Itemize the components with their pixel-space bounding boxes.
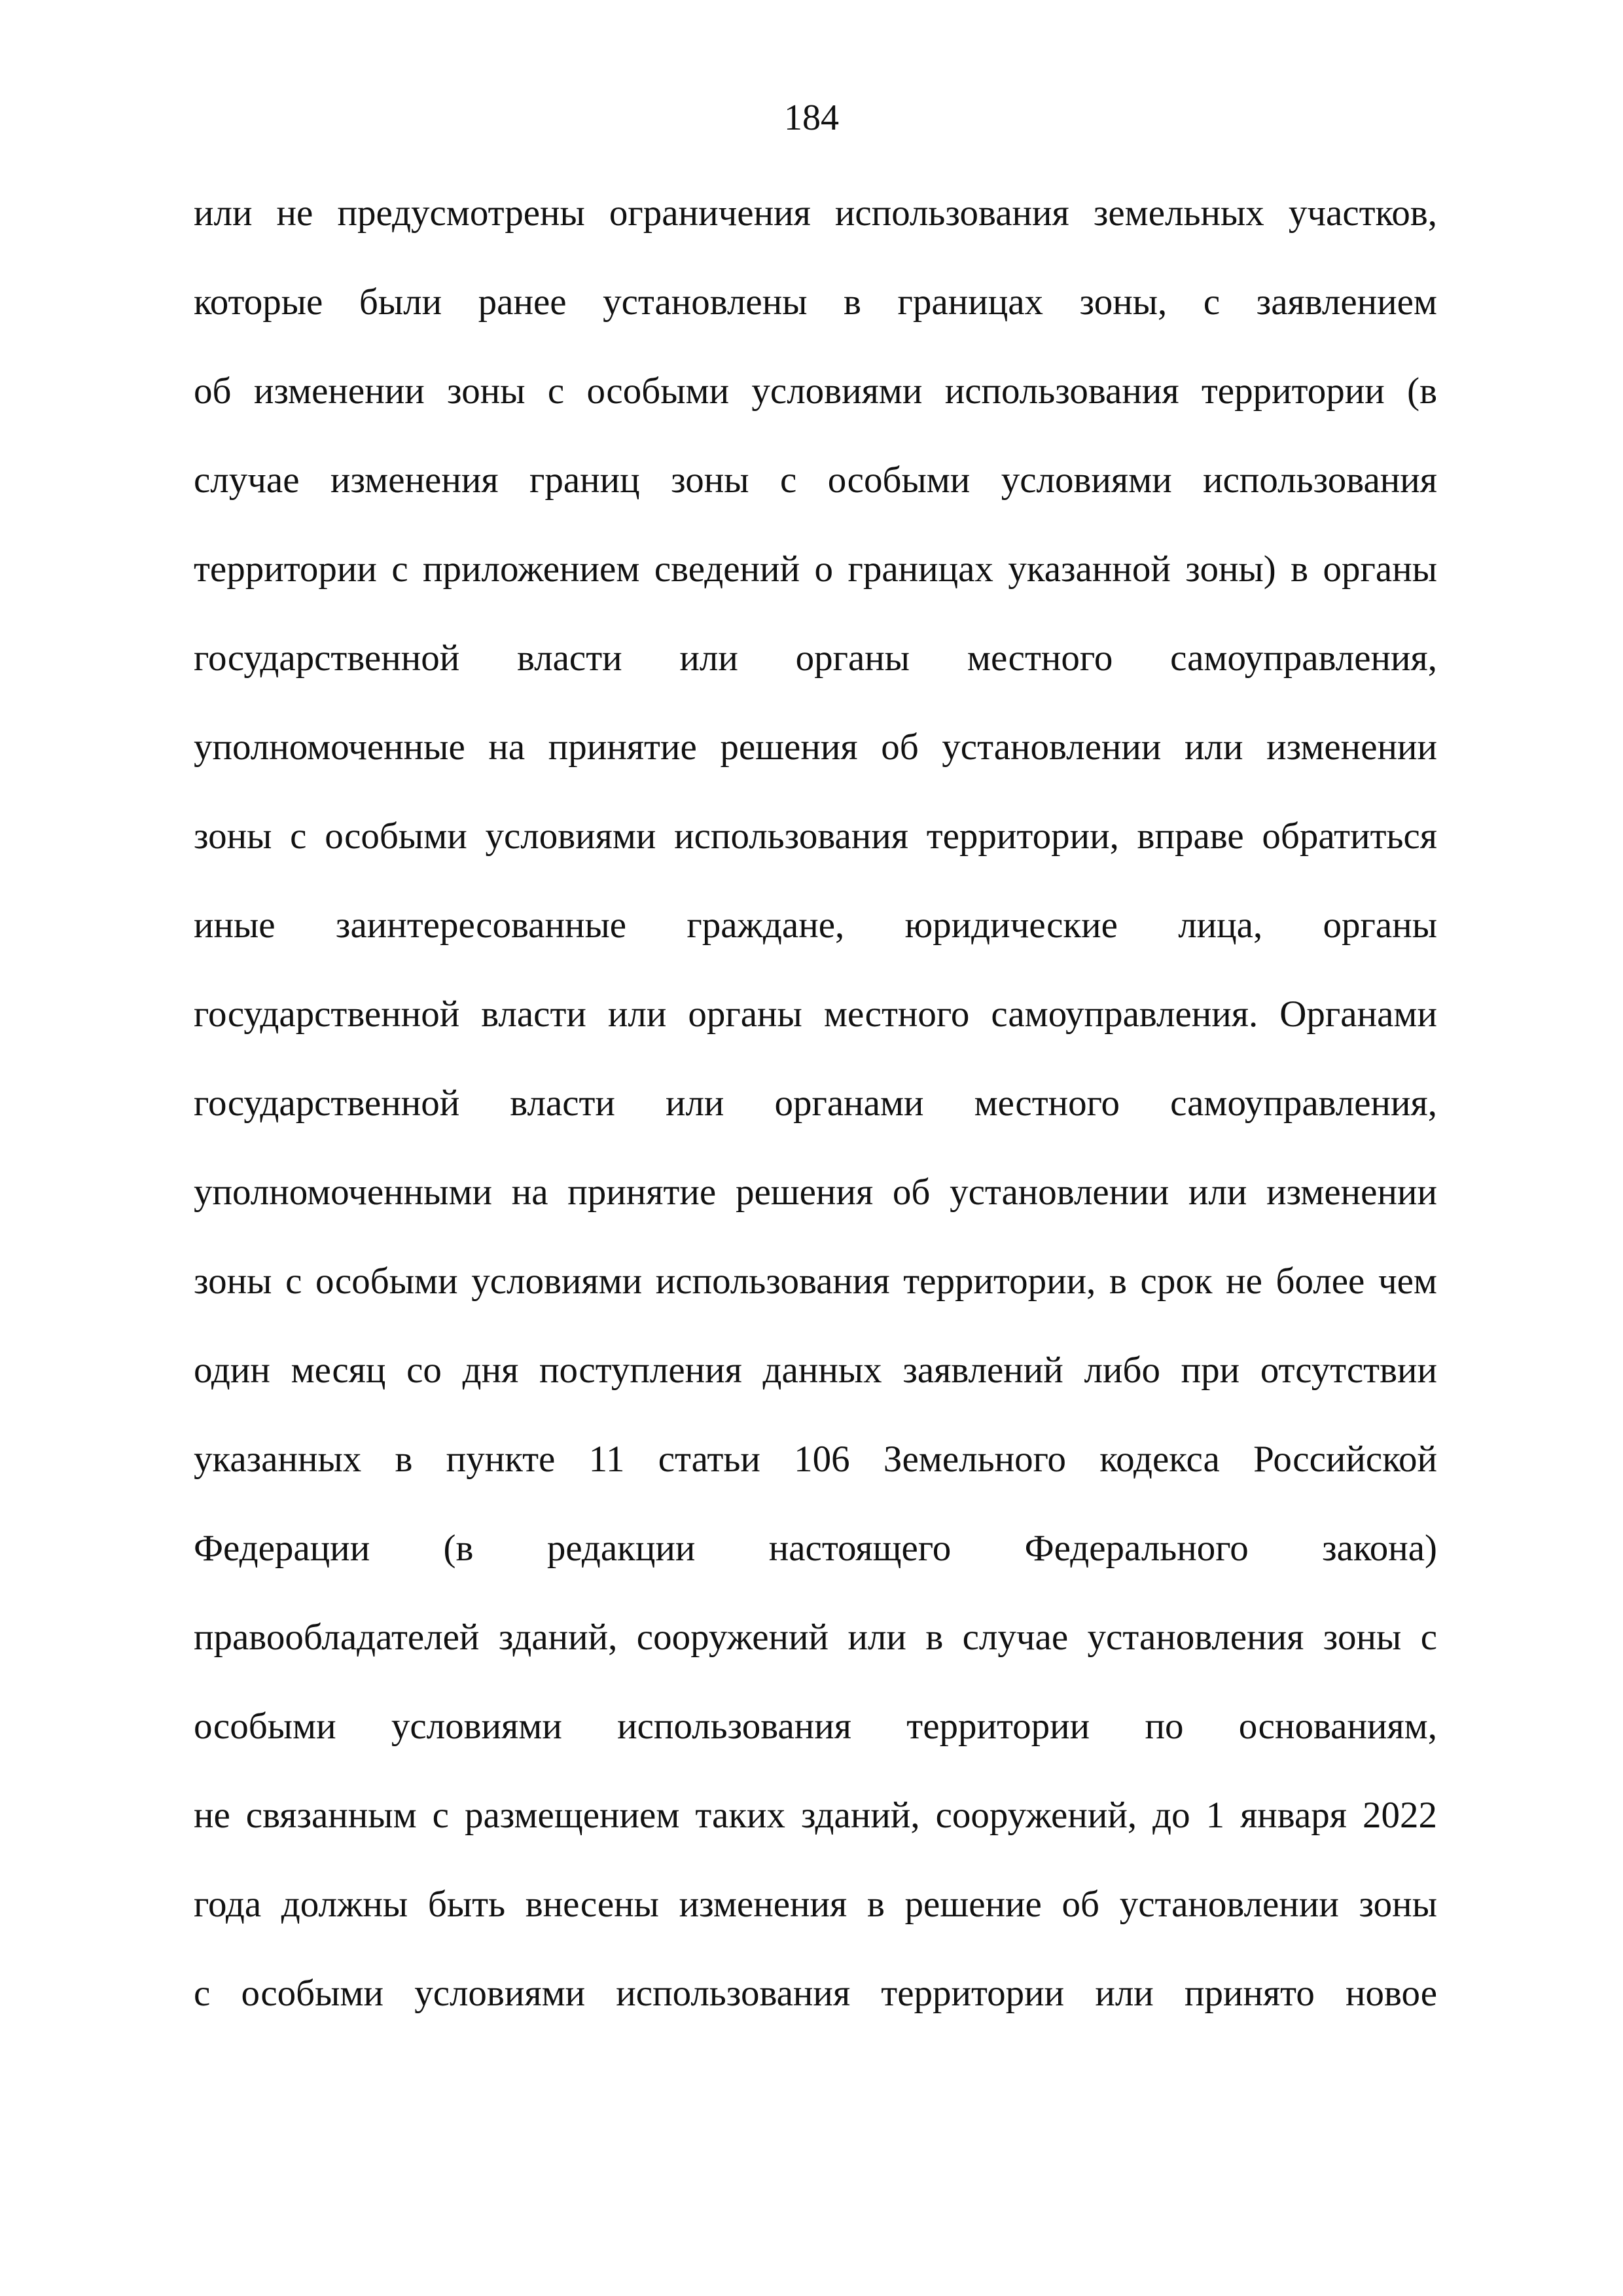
text-line: государственной власти или органы местного самоуправления. Органами [194,994,1437,1035]
text-line: государственной власти или органами местного самоуправления, [194,1083,1437,1124]
document-body [194,182,1437,2051]
text-line: территории с приложением сведений о границах указанной зоны) в органы [194,548,1437,590]
text-line: зоны с особыми условиями использования территории, вправе обратиться [194,816,1437,857]
text-line: указанных в пункте 11 статьи 106 Земельного кодекса Российской [194,1439,1437,1480]
text-line: государственной власти или органы местного самоуправления, [194,637,1437,679]
page-number: 184 [784,98,839,138]
text-line: которые были ранее установлены в границах зоны, с заявлением [194,281,1437,323]
text-line: особыми условиями использования территории по основаниям, [194,1706,1437,1747]
text-line: уполномоченные на принятие решения об установлении или изменении [194,726,1437,768]
text-line: правообладателей зданий, сооружений или в случае установления зоны с [194,1617,1437,1658]
text-line: один месяц со дня поступления данных заявлений либо при отсутствии [194,1350,1437,1391]
text-line: или не предусмотрены ограничения использования земельных участков, [194,192,1437,234]
text-line: года должны быть внесены изменения в решение об установлении зоны [194,1884,1437,1925]
text-line: Федерации (в редакции настоящего Федерального закона) [194,1528,1437,1569]
text-line: не связанным с размещением таких зданий, сооружений, до 1 января 2022 [194,1795,1437,1836]
text-line: зоны с особыми условиями использования территории, в срок не более чем [194,1261,1437,1302]
text-line: уполномоченными на принятие решения об установлении или изменении [194,1172,1437,1213]
text-line: иные заинтересованные граждане, юридические лица, органы [194,905,1437,946]
text-line: об изменении зоны с особыми условиями использования территории (в [194,370,1437,412]
text-line: случае изменения границ зоны с особыми условиями использования [194,459,1437,501]
text-line: с особыми условиями использования территории или принято новое [194,1973,1437,2014]
